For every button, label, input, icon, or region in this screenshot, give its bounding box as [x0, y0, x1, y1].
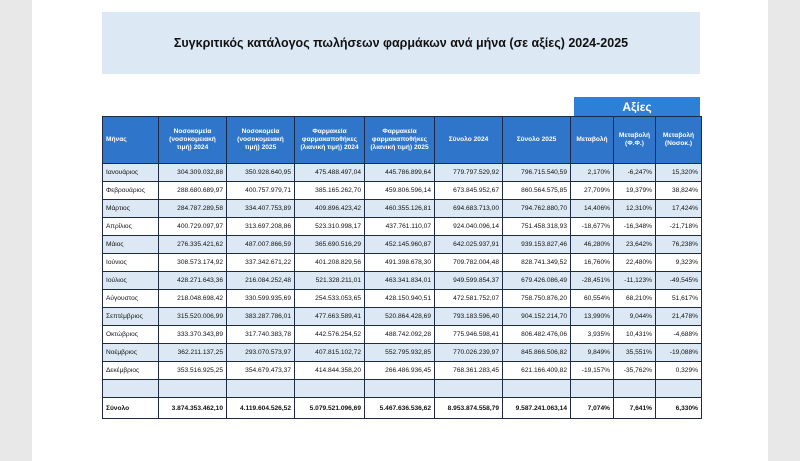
value-cell[interactable]: 19,379% — [614, 182, 656, 200]
spacer-cell[interactable] — [614, 380, 656, 398]
value-cell[interactable]: 793.183.596,40 — [435, 308, 503, 326]
value-cell[interactable]: 520.864.428,69 — [365, 308, 435, 326]
value-cell[interactable]: 428.271.643,36 — [159, 272, 227, 290]
value-cell[interactable]: 445.786.899,64 — [365, 164, 435, 182]
value-cell[interactable]: 22,480% — [614, 254, 656, 272]
value-cell[interactable]: 477.663.589,41 — [295, 308, 365, 326]
value-cell[interactable]: 60,554% — [571, 290, 614, 308]
table-row — [103, 182, 702, 200]
value-cell[interactable]: 385.165.262,70 — [295, 182, 365, 200]
col-header-change-hosp[interactable]: Μεταβολή (Νοσοκ.) — [656, 117, 702, 164]
report-title-box — [102, 12, 700, 74]
value-cell[interactable]: 3,935% — [571, 326, 614, 344]
col-header-pharm-2024[interactable]: Φαρμακεία φαρμακαποθήκες (λιανική τιμή) 2024 — [295, 117, 365, 164]
col-header-change[interactable]: Μεταβολή — [571, 117, 614, 164]
value-cell[interactable]: 76,238% — [656, 236, 702, 254]
value-cell[interactable]: -19,157% — [571, 362, 614, 380]
value-cell[interactable]: 2,170% — [571, 164, 614, 182]
value-cell[interactable]: -19,088% — [656, 344, 702, 362]
month-cell[interactable]: Δεκέμβριος — [103, 362, 159, 380]
value-cell[interactable]: 552.795.932,85 — [365, 344, 435, 362]
value-cell[interactable]: -35,762% — [614, 362, 656, 380]
value-cell[interactable]: 694.683.713,00 — [435, 200, 503, 218]
value-cell[interactable]: -21,718% — [656, 218, 702, 236]
value-cell[interactable]: 216.084.252,48 — [227, 272, 295, 290]
total-cell[interactable]: 5.467.636.536,62 — [365, 398, 435, 419]
value-cell[interactable]: 0,329% — [656, 362, 702, 380]
value-cell[interactable]: 9,849% — [571, 344, 614, 362]
value-cell[interactable]: 751.458.318,93 — [503, 218, 571, 236]
month-cell[interactable]: Ιούλιος — [103, 272, 159, 290]
month-cell[interactable]: Φεβρουάριος — [103, 182, 159, 200]
value-cell[interactable]: 383.287.786,01 — [227, 308, 295, 326]
value-cell[interactable]: 350.928.640,95 — [227, 164, 295, 182]
col-header-hosp-2024[interactable]: Νοσοκομεία (νοσοκομειακή τιμή) 2024 — [159, 117, 227, 164]
value-cell[interactable]: 401.208.829,56 — [295, 254, 365, 272]
value-cell[interactable]: 621.166.409,82 — [503, 362, 571, 380]
spacer-cell[interactable] — [159, 380, 227, 398]
spacer-cell[interactable] — [103, 380, 159, 398]
total-cell[interactable]: 3.874.353.462,10 — [159, 398, 227, 419]
month-cell[interactable]: Ιανουάριος — [103, 164, 159, 182]
value-cell[interactable]: 806.482.476,06 — [503, 326, 571, 344]
table-row — [103, 218, 702, 236]
value-cell[interactable]: 293.070.573,97 — [227, 344, 295, 362]
value-cell[interactable]: 17,424% — [656, 200, 702, 218]
value-cell[interactable]: -28,451% — [571, 272, 614, 290]
values-label: Αξίες — [574, 97, 700, 116]
value-cell[interactable]: -6,247% — [614, 164, 656, 182]
value-cell[interactable]: 845.866.506,82 — [503, 344, 571, 362]
sales-table — [102, 116, 702, 419]
value-cell[interactable]: 46,280% — [571, 236, 614, 254]
value-cell[interactable]: 472.581.752,07 — [435, 290, 503, 308]
value-cell[interactable]: 276.335.421,62 — [159, 236, 227, 254]
month-cell[interactable]: Αύγουστος — [103, 290, 159, 308]
table-row — [103, 236, 702, 254]
table-row — [103, 200, 702, 218]
value-cell[interactable]: 304.309.032,88 — [159, 164, 227, 182]
value-cell[interactable]: 362.211.137,25 — [159, 344, 227, 362]
value-cell[interactable]: 14,406% — [571, 200, 614, 218]
value-cell[interactable]: 308.573.174,92 — [159, 254, 227, 272]
value-cell[interactable]: 679.426.086,49 — [503, 272, 571, 290]
total-cell[interactable]: 6,330% — [656, 398, 702, 419]
total-cell[interactable]: 9.587.241.063,14 — [503, 398, 571, 419]
value-cell[interactable]: 860.564.575,85 — [503, 182, 571, 200]
value-cell[interactable]: 673.845.952,67 — [435, 182, 503, 200]
col-header-change-pharm[interactable]: Μεταβολή (Φ.Φ.) — [614, 117, 656, 164]
spacer-cell[interactable] — [227, 380, 295, 398]
value-cell[interactable]: 459.806.596,14 — [365, 182, 435, 200]
value-cell[interactable]: 491.398.678,30 — [365, 254, 435, 272]
value-cell[interactable]: 15,320% — [656, 164, 702, 182]
value-cell[interactable]: 414.844.358,20 — [295, 362, 365, 380]
value-cell[interactable]: 16,760% — [571, 254, 614, 272]
value-cell[interactable]: 828.741.349,52 — [503, 254, 571, 272]
value-cell[interactable]: 775.946.598,41 — [435, 326, 503, 344]
value-cell[interactable]: 400.729.097,97 — [159, 218, 227, 236]
month-cell[interactable]: Σεπτέμβριος — [103, 308, 159, 326]
header-row — [103, 117, 702, 164]
value-cell[interactable]: 334.407.753,89 — [227, 200, 295, 218]
value-cell[interactable]: 288.680.689,97 — [159, 182, 227, 200]
value-cell[interactable]: 924.040.096,14 — [435, 218, 503, 236]
value-cell[interactable]: 642.025.937,91 — [435, 236, 503, 254]
value-cell[interactable]: 365.690.516,29 — [295, 236, 365, 254]
value-cell[interactable]: 337.342.671,22 — [227, 254, 295, 272]
value-cell[interactable]: 333.370.343,89 — [159, 326, 227, 344]
value-cell[interactable]: -49,545% — [656, 272, 702, 290]
value-cell[interactable]: 949.599.854,37 — [435, 272, 503, 290]
value-cell[interactable]: 770.026.239,97 — [435, 344, 503, 362]
value-cell[interactable]: 452.145.960,87 — [365, 236, 435, 254]
value-cell[interactable]: 330.599.935,69 — [227, 290, 295, 308]
value-cell[interactable]: 758.750.876,20 — [503, 290, 571, 308]
value-cell[interactable]: 460.355.126,81 — [365, 200, 435, 218]
month-cell[interactable]: Νοέμβριος — [103, 344, 159, 362]
total-cell[interactable]: 8.953.874.558,79 — [435, 398, 503, 419]
value-cell[interactable]: 437.761.110,07 — [365, 218, 435, 236]
value-cell[interactable]: 51,617% — [656, 290, 702, 308]
value-cell[interactable]: 768.361.283,45 — [435, 362, 503, 380]
col-header-total-2024[interactable]: Σύνολο 2024 — [435, 117, 503, 164]
spacer-cell[interactable] — [435, 380, 503, 398]
total-cell[interactable]: 7,074% — [571, 398, 614, 419]
value-cell[interactable]: 904.152.214,70 — [503, 308, 571, 326]
value-cell[interactable]: 523.310.998,17 — [295, 218, 365, 236]
value-cell[interactable]: 794.762.880,70 — [503, 200, 571, 218]
spacer-cell[interactable] — [571, 380, 614, 398]
value-cell[interactable]: 521.328.211,01 — [295, 272, 365, 290]
month-cell[interactable]: Μάιος — [103, 236, 159, 254]
value-cell[interactable]: 284.787.289,58 — [159, 200, 227, 218]
value-cell[interactable]: 9,044% — [614, 308, 656, 326]
value-cell[interactable]: 9,323% — [656, 254, 702, 272]
table-row — [103, 272, 702, 290]
value-cell[interactable]: 254.533.053,65 — [295, 290, 365, 308]
value-cell[interactable]: 266.486.936,45 — [365, 362, 435, 380]
value-cell[interactable]: 354.679.473,37 — [227, 362, 295, 380]
month-cell[interactable]: Απρίλιος — [103, 218, 159, 236]
report-title: Συγκριτικός κατάλογος πωλήσεων φαρμάκων ανά μήνα (σε αξίες) 2024-2025 — [173, 36, 629, 50]
table-row — [103, 164, 702, 182]
value-cell[interactable]: 38,824% — [656, 182, 702, 200]
spreadsheet-page — [32, 0, 768, 461]
value-cell[interactable]: 400.757.979,71 — [227, 182, 295, 200]
month-cell[interactable]: Οκτώβριος — [103, 326, 159, 344]
value-cell[interactable]: 12,310% — [614, 200, 656, 218]
value-cell[interactable]: 428.150.940,51 — [365, 290, 435, 308]
value-cell[interactable]: 442.576.254,52 — [295, 326, 365, 344]
col-header-total-2025[interactable]: Σύνολο 2025 — [503, 117, 571, 164]
value-cell[interactable]: 218.048.698,42 — [159, 290, 227, 308]
total-cell[interactable]: 7,641% — [614, 398, 656, 419]
value-cell[interactable]: 409.896.423,42 — [295, 200, 365, 218]
value-cell[interactable]: -16,348% — [614, 218, 656, 236]
value-cell[interactable]: 23,642% — [614, 236, 656, 254]
value-cell[interactable]: 463.341.834,01 — [365, 272, 435, 290]
spacer-cell[interactable] — [656, 380, 702, 398]
value-cell[interactable]: 796.715.540,59 — [503, 164, 571, 182]
spacer-cell[interactable] — [365, 380, 435, 398]
table-row — [103, 326, 702, 344]
value-cell[interactable]: 21,478% — [656, 308, 702, 326]
value-cell[interactable]: -4,688% — [656, 326, 702, 344]
total-row — [103, 398, 702, 419]
col-header-pharm-2025[interactable]: Φαρμακεία φαρμακαποθήκες (λιανική τιμή) 2025 — [365, 117, 435, 164]
value-cell[interactable]: 68,210% — [614, 290, 656, 308]
value-cell[interactable]: 317.740.383,78 — [227, 326, 295, 344]
value-cell[interactable]: -11,123% — [614, 272, 656, 290]
total-label[interactable]: Σύνολο — [103, 398, 159, 419]
value-cell[interactable]: 27,709% — [571, 182, 614, 200]
table-row — [103, 290, 702, 308]
value-cell[interactable]: 353.516.925,25 — [159, 362, 227, 380]
value-cell[interactable]: 10,431% — [614, 326, 656, 344]
value-cell[interactable]: 313.697.208,86 — [227, 218, 295, 236]
table-row — [103, 362, 702, 380]
value-cell[interactable]: 487.007.866,59 — [227, 236, 295, 254]
value-cell[interactable]: 475.488.497,04 — [295, 164, 365, 182]
value-cell[interactable]: 13,990% — [571, 308, 614, 326]
value-cell[interactable]: 315.520.006,99 — [159, 308, 227, 326]
total-cell[interactable]: 4.119.604.526,52 — [227, 398, 295, 419]
value-cell[interactable]: 709.782.004,48 — [435, 254, 503, 272]
col-header-hosp-2025[interactable]: Νοσοκομεία (νοσοκομειακή τιμή) 2025 — [227, 117, 295, 164]
month-cell[interactable]: Μάρτιος — [103, 200, 159, 218]
table-row — [103, 308, 702, 326]
total-cell[interactable]: 5.079.521.096,69 — [295, 398, 365, 419]
value-cell[interactable]: 939.153.827,46 — [503, 236, 571, 254]
spacer-cell[interactable] — [503, 380, 571, 398]
value-cell[interactable]: 779.797.529,92 — [435, 164, 503, 182]
value-cell[interactable]: 35,551% — [614, 344, 656, 362]
table-row — [103, 344, 702, 362]
spacer-row — [103, 380, 702, 398]
table-row — [103, 254, 702, 272]
value-cell[interactable]: 407.815.102,72 — [295, 344, 365, 362]
spacer-cell[interactable] — [295, 380, 365, 398]
value-cell[interactable]: -18,677% — [571, 218, 614, 236]
col-header-month[interactable]: Μήνας — [103, 117, 159, 164]
value-cell[interactable]: 488.742.092,28 — [365, 326, 435, 344]
month-cell[interactable]: Ιούνιος — [103, 254, 159, 272]
